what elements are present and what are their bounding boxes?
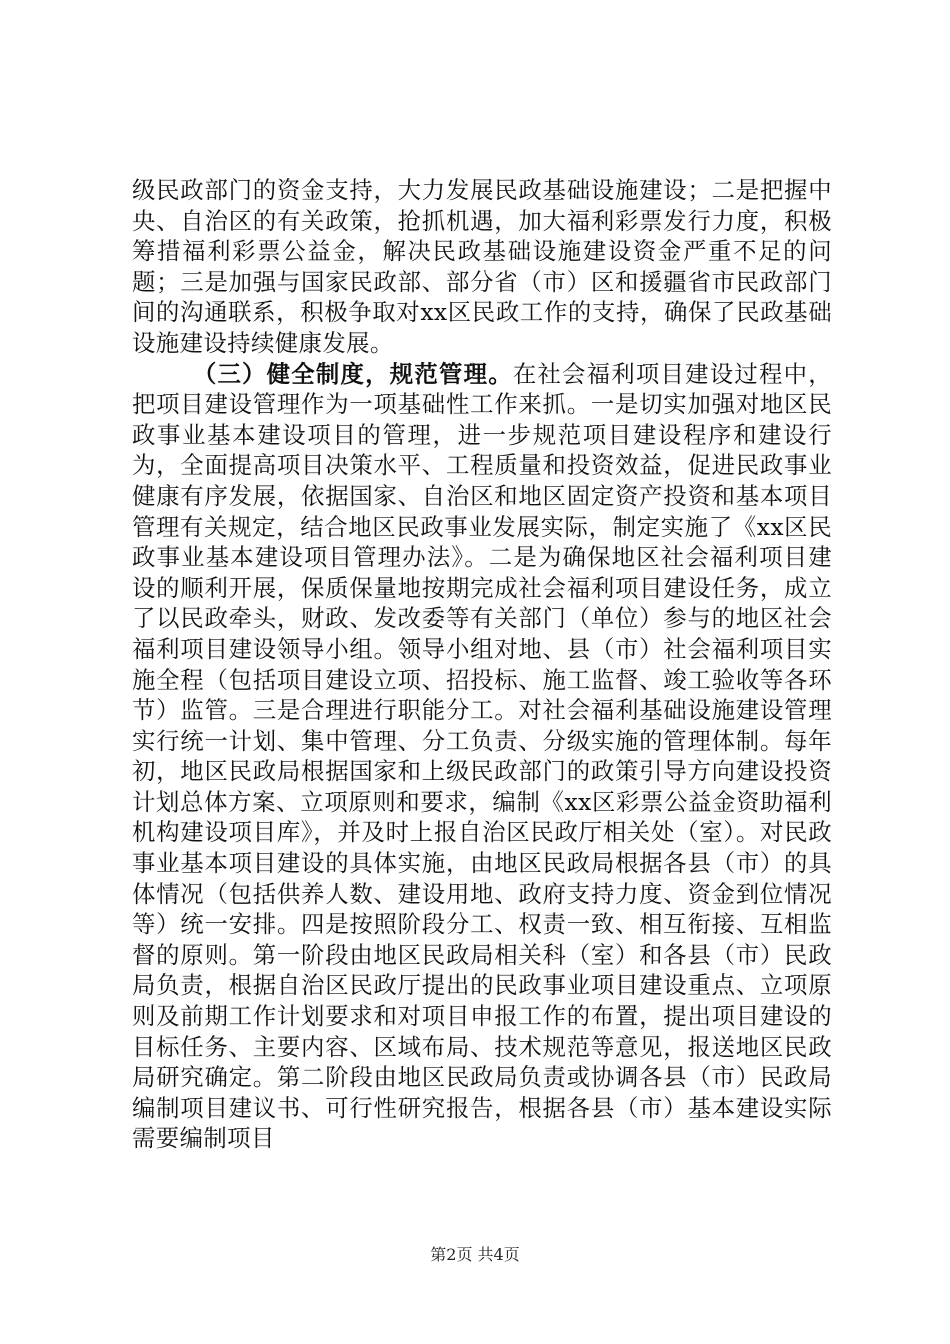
- section-heading: （三）健全制度，规范管理。: [192, 359, 513, 388]
- section-body: 在社会福利项目建设过程中，把项目建设管理作为一项基础性工作来抓。一是切实加强对地区民政事业基本建设项目的管理，进一步规范项目建设程序和建设行为，全面提高项目决策水平、工程质量和投资效益，促进民政事业健康有序发展，依据国家、自治区和地区固定资产投资和基本项目管理有关规定，结合地区民政事业发展实际，制定实施了《xx区民政事业基本建设项目管理办法》。二是为确保地区社会福利项目建设的顺利开展，保质保量地按期完成社会福利项目建设任务，成立了以民政牵头，财政、发改委等有关部门（单位）参与的地区社会福利项目建设领导小组。领导小组对地、县（市）社会福利项目实施全程（包括项目建设立项、招投标、施工监督、竣工验收等各环节）监管。三是合理进行职能分工。对社会福利基础设施建设管理实行统一计划、集中管理、分工负责、分级实施的管理体制。每年初，地区民政局根据国家和上级民政部门的政策引导方向建设投资计划总体方案、立项原则和要求，编制《xx区彩票公益金资助福利机构建设项目库》，并及时上报自治区民政厅相关处（室）。对民政事业基本项目建设的具体实施，由地区民政局根据各县（市）的具体情况（包括供养人数、建设用地、政府支持力度、资金到位情况等）统一安排。四是按照阶段分工、权责一致、相互衔接、互相监督的原则。第一阶段由地区民政局相关科（室）和各县（市）民政局负责，根据自治区民政厅提出的民政事业项目建设重点、立项原则及前期工作计划要求和对项目申报工作的布置，提出项目建设的目标任务、主要内容、区域布局、技术规范等意见，报送地区民政局研究确定。第二阶段由地区民政局负责或协调各县（市）民政局编制项目建议书、可行性研究报告，根据各县（市）基本建设实际需要编制项目: [132, 359, 832, 1153]
- paragraph-section-three: [132, 359, 832, 1154]
- page-footer: 第2页 共4页: [430, 1245, 520, 1264]
- document-body: [132, 175, 832, 1154]
- paragraph-continuation: 级民政部门的资金支持，大力发展民政基础设施建设；二是把握中央、自治区的有关政策，抢抓机遇，加大福利彩票发行力度，积极筹措福利彩票公益金，解决民政基础设施建设资金严重不足的问题；三是加强与国家民政部、部分省（市）区和援疆省市民政部门间的沟通联系，积极争取对xx区民政工作的支持，确保了民政基础设施建设持续健康发展。: [132, 176, 832, 357]
